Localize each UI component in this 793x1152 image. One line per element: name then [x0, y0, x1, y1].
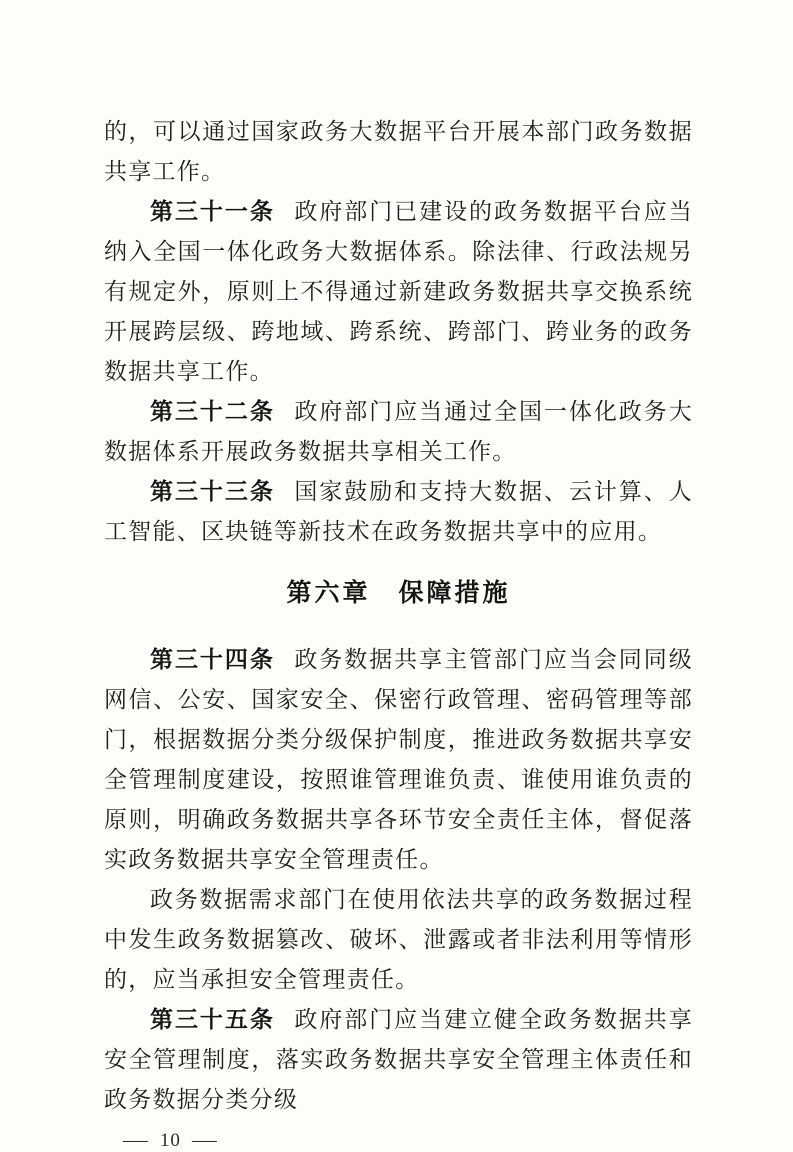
paragraph-article-33	[104, 472, 693, 552]
footer-dash-left: —	[123, 1130, 149, 1151]
paragraph-text: 政府部门已建设的政务数据平台应当纳入全国一体化政务大数据体系。除法律、行政法规另有规定外，原则上不得通过新建政务数据共享交换系统开展跨层级、跨地域、跨系统、跨部门、跨业务的政务数据共享工作。	[104, 199, 693, 384]
paragraph-article-35	[104, 1000, 693, 1120]
chapter-heading: 第六章 保障措施	[286, 580, 511, 607]
article-number: 第三十三条	[150, 479, 275, 504]
page-number: 10	[159, 1130, 181, 1151]
article-number: 第三十二条	[150, 399, 275, 424]
paragraph-text: 政府部门应当建立健全政务数据共享安全管理制度，落实政务数据共享安全管理主体责任和政务数据分类分级	[104, 1007, 693, 1112]
paragraph-article-34	[104, 640, 693, 880]
paragraph-text: 政务数据共享主管部门应当会同同级网信、公安、国家安全、保密行政管理、密码管理等部门，根据数据分类分级保护制度，推进政务数据共享安全管理制度建设，按照谁管理谁负责、谁使用谁负责的原则，明确政务数据共享各环节安全责任主体，督促落实政务数据共享安全管理责任。	[104, 647, 693, 872]
paragraph-text: 政府部门应当通过全国一体化政务大数据体系开展政务数据共享相关工作。	[104, 399, 693, 464]
footer-dash-right: —	[191, 1130, 218, 1151]
paragraph-text: 的，可以通过国家政务大数据平台开展本部门政务数据共享工作。	[104, 119, 693, 184]
article-number: 第三十一条	[150, 199, 275, 224]
paragraph-liability	[104, 880, 693, 1000]
article-number: 第三十四条	[150, 647, 275, 672]
document-content	[104, 112, 693, 1120]
page-footer	[123, 1130, 693, 1152]
paragraph-article-31	[104, 192, 693, 392]
paragraph-continuation	[104, 112, 693, 192]
paragraph-text: 政务数据需求部门在使用依法共享的政务数据过程中发生政务数据篡改、破坏、泄露或者非法利用等情形的，应当承担安全管理责任。	[104, 887, 693, 992]
paragraph-article-32	[104, 392, 693, 472]
article-number: 第三十五条	[150, 1007, 275, 1032]
paragraph-text: 国家鼓励和支持大数据、云计算、人工智能、区块链等新技术在政务数据共享中的应用。	[104, 479, 693, 544]
